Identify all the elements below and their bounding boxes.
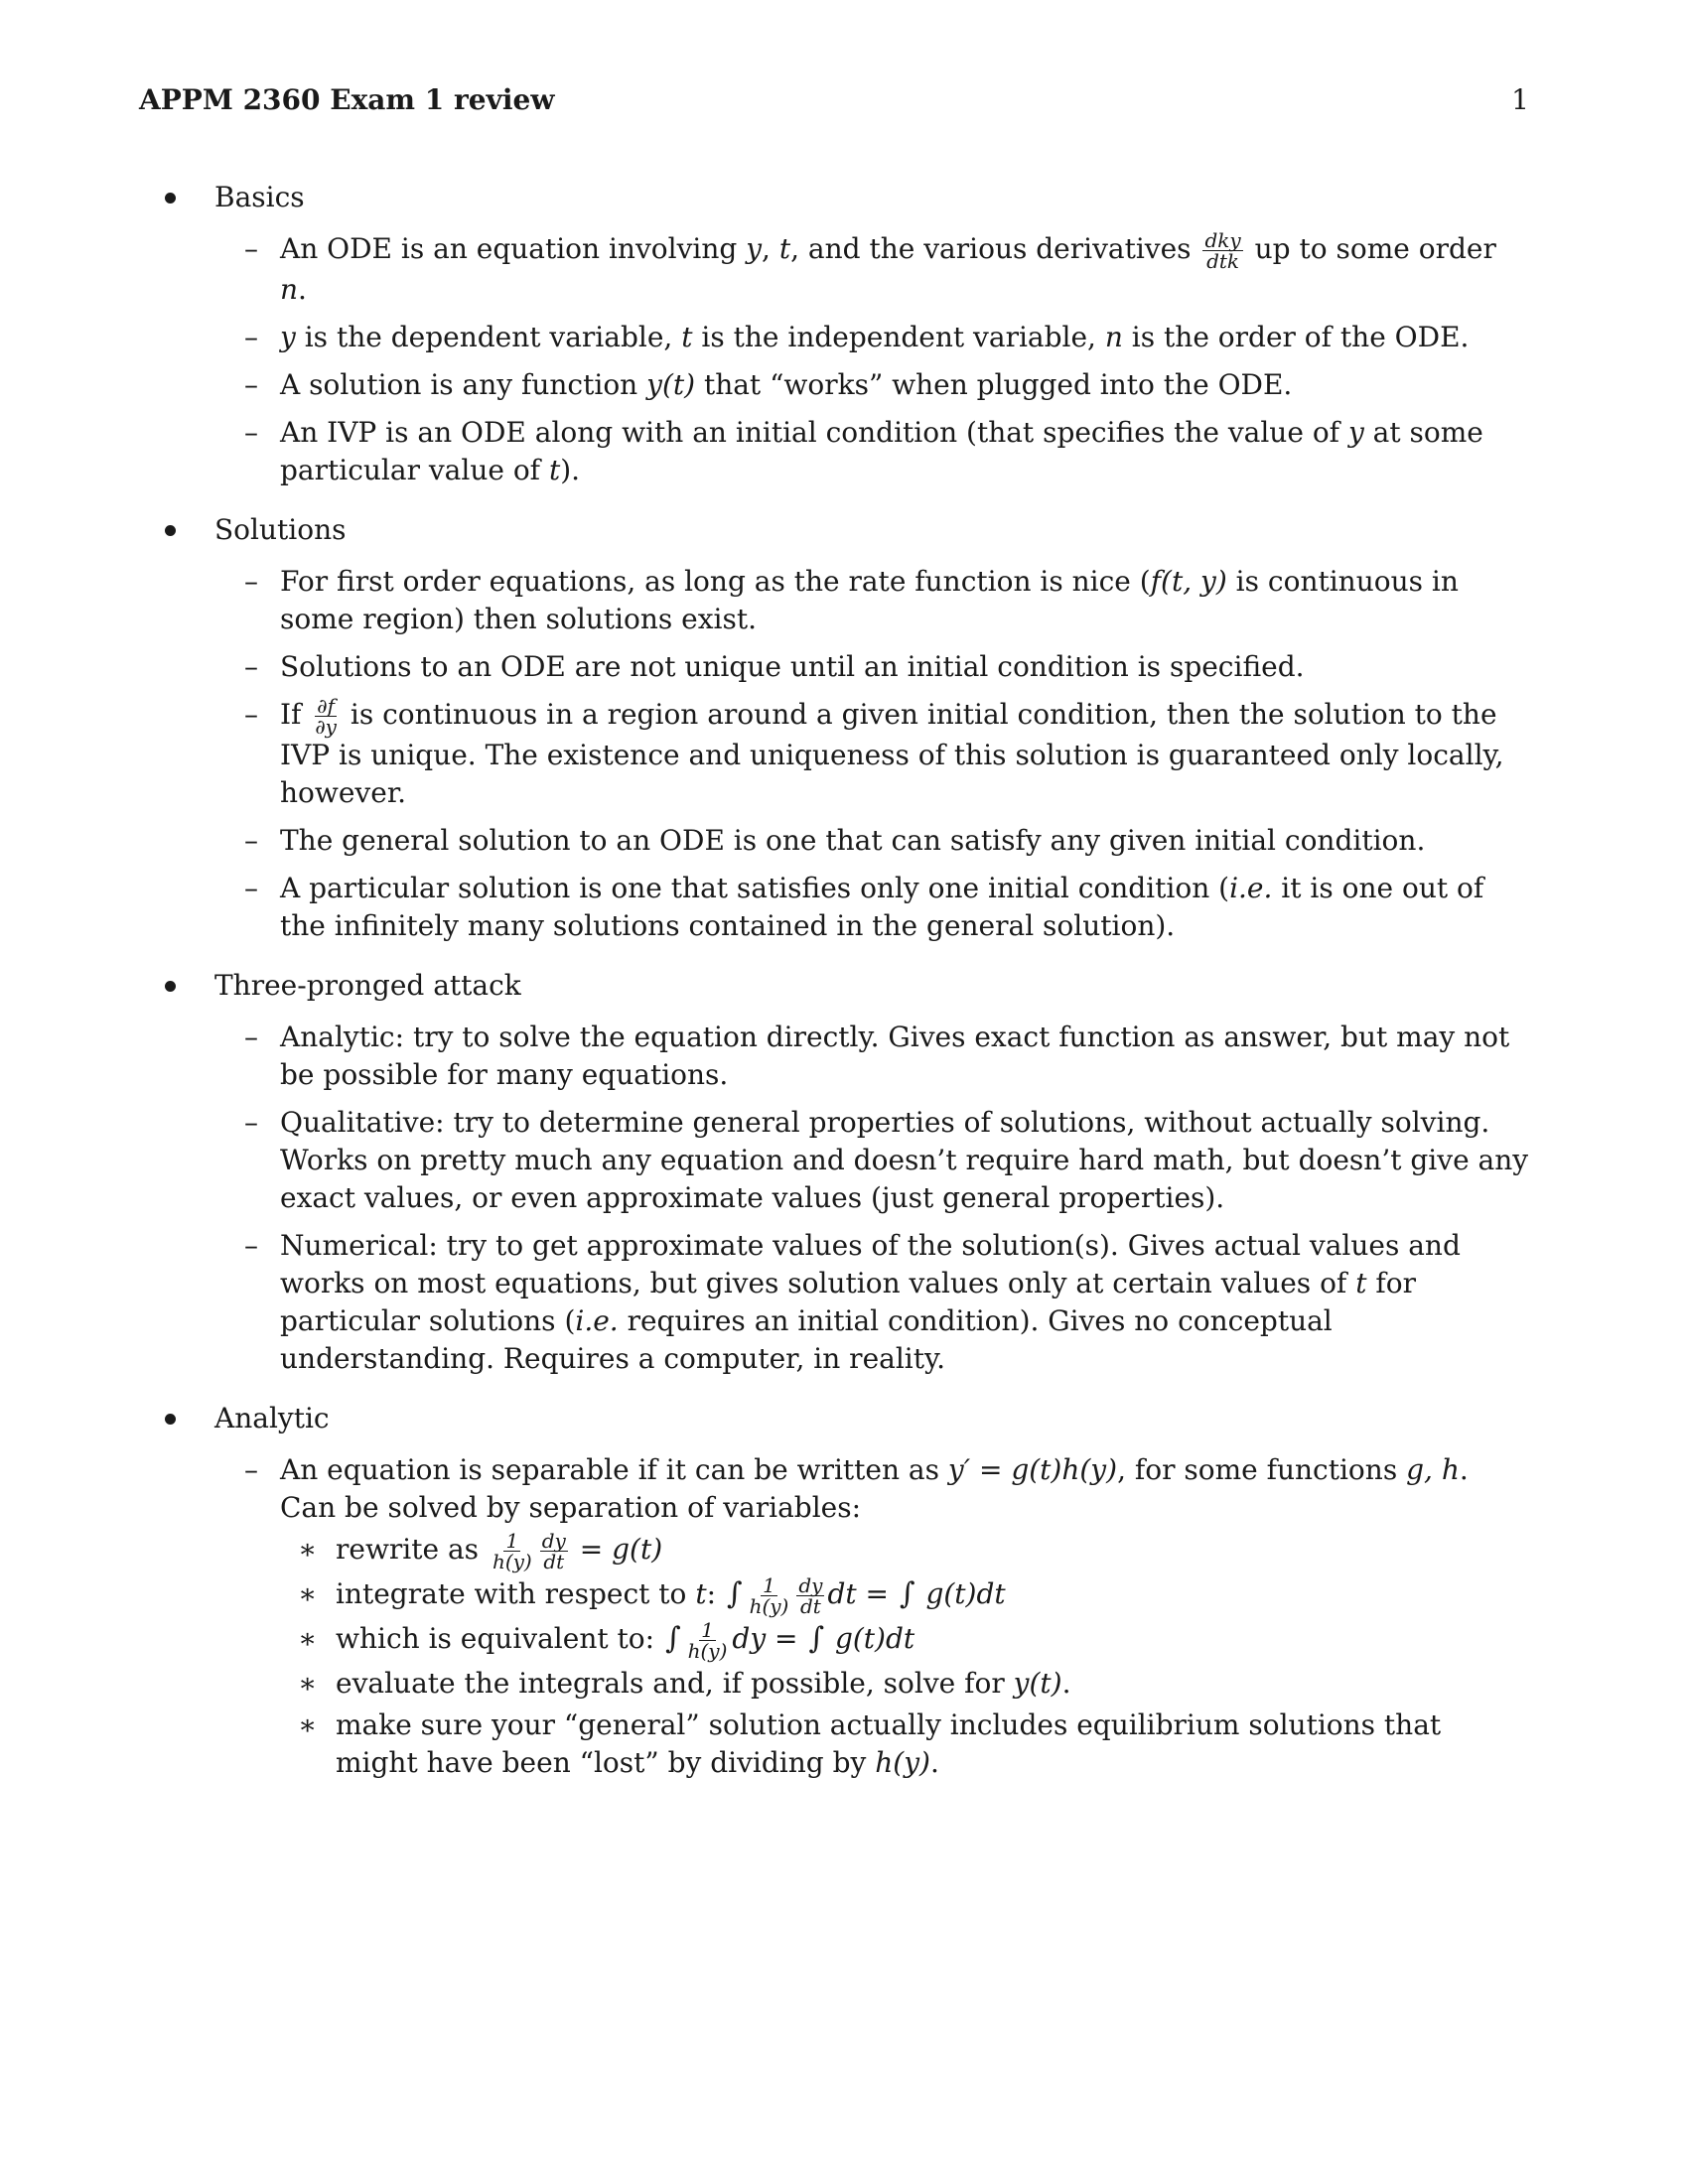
derivative-fraction: $\frac{\text{dky}}{\text{dtk}}$ [1204,228,1241,273]
asterisk-icon: ∗ [298,1533,318,1566]
list-item: – An ODE is an equation involving y, t, and the various derivatives $\frac{\text{dky}}{\text{dtk}}$ up to some order n. [244,228,1496,306]
list-item: – Analytic: try to solve the equation directly. Gives exact function as answer, but may not be possible for many equations. [244,1021,1510,1091]
step-item: ∗ evaluate the integrals and, if possible, solve for y(t). [280,1665,1529,1703]
dash-icon: – [244,1229,258,1262]
section-solutions [139,511,1529,945]
asterisk-icon: ∗ [298,1622,318,1655]
dash-icon: – [244,368,258,401]
page-header [139,83,1529,116]
fraction: $\frac{dy}{dt}$ [541,1529,566,1573]
dash-icon: – [244,1021,258,1053]
document-body [139,179,1529,1792]
list-item: – The general solution to an ODE is one that can satisfy any given initial condition. [214,822,1529,860]
integral-icon: ∫ [899,1576,915,1611]
list-item: – y is the dependent variable, t is the independent variable, n is the order of the ODE. [214,319,1529,356]
fraction: $\frac{1}{h(y)}$ [687,1618,728,1663]
dash-icon: – [244,872,258,904]
dash-icon: – [244,1453,258,1486]
section-basics [139,179,1529,489]
fraction: $\frac{dy}{dt}$ [798,1573,823,1618]
bullet-icon [165,981,176,992]
dash-icon: – [244,416,258,449]
fraction: $\frac{1}{h(y)}$ [492,1529,532,1573]
section-heading: Basics [214,179,1529,216]
asterisk-icon: ∗ [298,1667,318,1700]
list-item: – A particular solution is one that satisfies only one initial condition (i.e. it is one out of the infinitely many solutions contained in the general solution). [244,872,1484,942]
fraction: $\frac{1}{h(y)}$ [749,1573,789,1618]
bullet-icon [165,193,176,204]
section-analytic [139,1400,1529,1782]
asterisk-icon: ∗ [298,1577,318,1610]
section-heading: Analytic [214,1400,1529,1437]
integral-icon: ∫ [726,1576,743,1611]
integral-icon: ∫ [664,1621,681,1656]
dash-icon: – [244,698,258,731]
list-item: – If $\frac{\partial f}{\partial y}$ is continuous in a region around a given initial condition, then the solution to the IVP is unique. The existence and uniqueness of this solution is guaranteed only locally, however. [244,694,1504,809]
integral-icon: ∫ [808,1621,825,1656]
step-item: ∗ which is equivalent to: ∫ $\frac{1}{h(y)}$ dy = ∫ g(t)dt [298,1618,915,1663]
bullet-icon [165,525,176,536]
partial-derivative-fraction: $\frac{\partial f}{\partial y}$ [315,694,337,739]
dash-icon: – [244,565,258,598]
dash-icon: – [244,232,258,265]
list-item: – Numerical: try to get approximate values of the solution(s). Gives actual values and works on most equations, but gives solution values only at certain values of t for particular solutions (i.e. requires an initial condition). Gives no conceptual understanding. Requires a computer, in reality. [244,1229,1461,1375]
bullet-icon [165,1414,176,1425]
dash-icon: – [244,1106,258,1139]
list-item: – An equation is separable if it can be written as y′ = g(t)h(y), for some functions g, h. Can be solved by separation of variables: ∗ rewrite as $\frac{1}{h(y)}$ $\frac{dy}{dt}$ = g(t) ∗ integrate with respect to t: ∫ $\frac{1}{h(y)}$ $\frac{dy}{dt}$ dt = ∫ g(t)dt ∗ which is equivalent to: ∫ $\frac{1}{h(y)}$ dy = ∫ g(t)dt ∗ evaluate the integrals and, if possible, solve for y(t). ∗ make sure your “general” solution actually includes equilibrium solutions that might have been “lost” by dividing by h(y). [214,1451,1529,1782]
list-item: – An IVP is an ODE along with an initial condition (that specifies the value of y at some particular value of t). [244,416,1483,486]
list-item: – A solution is any function y(t) that “works” when plugged into the ODE. [214,366,1529,404]
step-item: ∗ rewrite as $\frac{1}{h(y)}$ $\frac{dy}{dt}$ = g(t) [298,1529,663,1573]
section-heading: Three-pronged attack [214,967,1529,1005]
list-item: – Qualitative: try to determine general properties of solutions, without actually solving. Works on pretty much any equation and doesn’t require hard math, but doesn’t give any exact values, or even approximate values (just general properties). [244,1106,1529,1214]
dash-icon: – [244,824,258,857]
dash-icon: – [244,321,258,353]
step-item: ∗ make sure your “general” solution actually includes equilibrium solutions that might have been “lost” by dividing by h(y). [298,1708,1442,1779]
section-heading: Solutions [214,511,1529,549]
document-title: APPM 2360 Exam 1 review [139,83,555,116]
asterisk-icon: ∗ [298,1708,318,1741]
section-three-pronged-attack [139,967,1529,1378]
dash-icon: – [244,650,258,683]
list-item: – Solutions to an ODE are not unique until an initial condition is specified. [214,648,1529,686]
list-item: – For first order equations, as long as the rate function is nice (f(t, y) is continuous in some region) then solutions exist. [244,565,1459,635]
step-item: ∗ integrate with respect to t: ∫ $\frac{1}{h(y)}$ $\frac{dy}{dt}$ dt = ∫ g(t)dt [298,1573,1006,1618]
page-number: 1 [1511,83,1529,116]
